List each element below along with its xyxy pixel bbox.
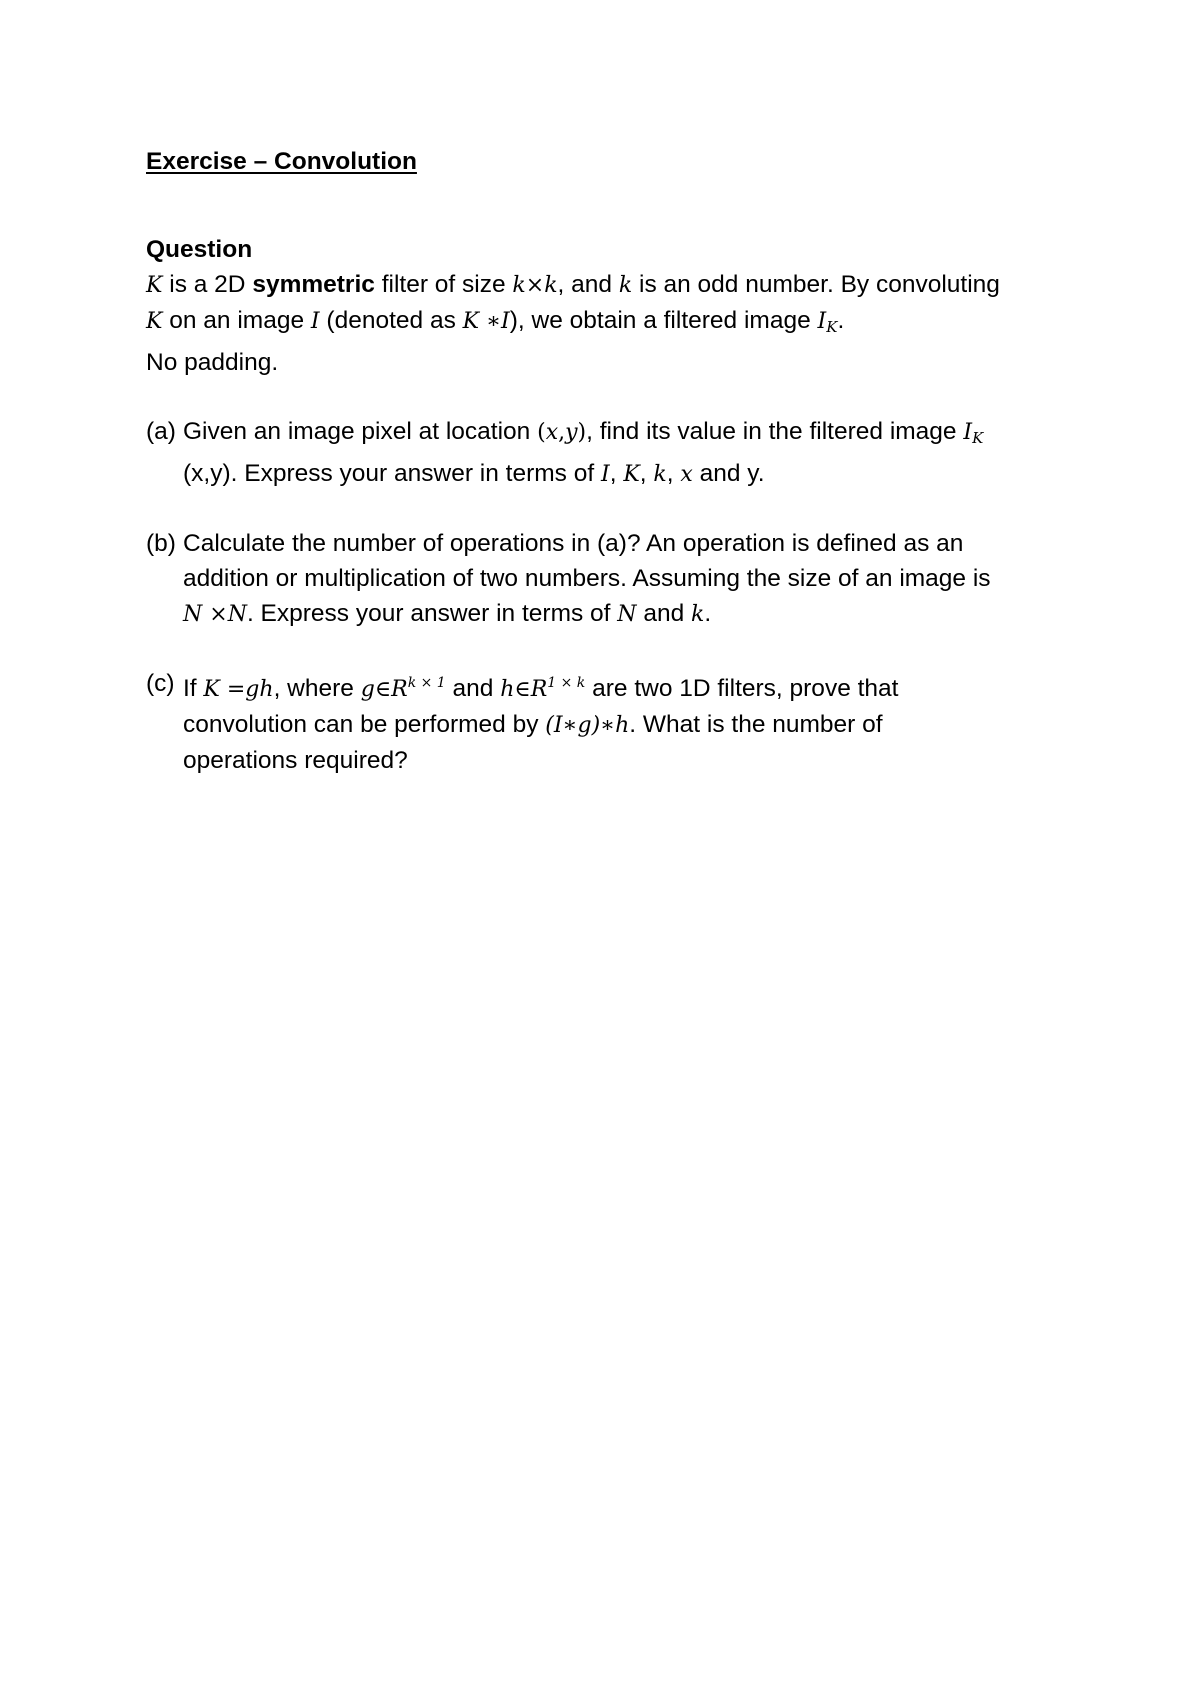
text: , and: [557, 271, 619, 298]
text: is an odd number. By convoluting: [632, 271, 1000, 298]
math-comma: ,: [558, 420, 566, 445]
text: on an image: [162, 307, 311, 334]
math-element-of: ∈: [514, 677, 531, 702]
math-paren: ): [577, 420, 587, 445]
math-superscript-1-by-k: 1 × k: [547, 675, 586, 691]
part-c-line-2: [183, 707, 1086, 743]
math-k: k: [618, 273, 633, 298]
math-times: ×: [202, 602, 228, 627]
text: .: [704, 600, 712, 627]
part-a: [146, 414, 1086, 492]
part-b-label: (b): [146, 530, 176, 557]
text: . What is the number of: [629, 711, 883, 738]
math-K: K: [203, 677, 220, 702]
math-separable-convolution: (I∗g)∗h: [545, 713, 630, 738]
text: ,: [666, 460, 681, 487]
text: ,: [609, 460, 624, 487]
math-k: k: [653, 462, 667, 487]
math-superscript-k-by-1: k × 1: [407, 675, 446, 691]
text: and y.: [692, 460, 765, 487]
math-K: K: [462, 309, 480, 334]
text: ,: [639, 460, 654, 487]
math-k: k: [512, 273, 526, 298]
text: .: [837, 307, 845, 334]
spacer: [146, 632, 1086, 666]
text: , find its value in the filtered image: [586, 418, 964, 445]
math-y: y: [565, 420, 578, 445]
math-N: N: [183, 602, 203, 627]
intro-line-1: [146, 267, 1086, 303]
intro-line-2: [146, 303, 1086, 345]
text: Given an image pixel at location: [183, 418, 538, 445]
math-star: ∗: [479, 309, 502, 334]
bold-symmetric: symmetric: [252, 271, 375, 298]
part-b-line-3: [183, 596, 1086, 632]
text: (x,y). Express your answer in terms of: [183, 460, 601, 487]
math-subscript-K: K: [826, 318, 838, 336]
document-body: [146, 144, 1086, 778]
math-I: I: [600, 462, 610, 487]
math-I: I: [310, 309, 320, 334]
text: , where: [273, 675, 361, 702]
text: If: [183, 675, 204, 702]
spacer: [146, 380, 1086, 414]
math-N: N: [617, 602, 637, 627]
part-b-line-2: addition or multiplication of two numbers. Assuming the size of an image is: [183, 565, 991, 592]
text: (denoted as: [319, 307, 463, 334]
part-c-label: (c): [146, 670, 175, 697]
part-b-line-1: Calculate the number of operations in (a)? An operation is defined as an: [183, 530, 964, 557]
math-gh: gh: [245, 677, 274, 702]
math-element-of: ∈: [374, 677, 392, 702]
math-I: I: [501, 309, 510, 334]
math-N: N: [227, 602, 247, 627]
math-R: R: [391, 677, 408, 702]
math-K: K: [146, 273, 163, 298]
text: convolution can be performed by: [183, 711, 546, 738]
spacer: [146, 492, 1086, 526]
part-c: [146, 666, 1086, 778]
math-subscript-K: K: [972, 429, 984, 447]
math-paren: (: [537, 420, 546, 445]
math-K: K: [146, 309, 163, 334]
math-x: x: [545, 420, 559, 445]
text: are two 1D filters, prove that: [585, 675, 899, 702]
part-b: [146, 526, 1086, 632]
question-heading: Question: [146, 236, 253, 263]
exercise-title: Exercise – Convolution: [146, 148, 417, 175]
text: is a 2D: [162, 271, 253, 298]
text: and: [445, 675, 501, 702]
part-c-line-1: [183, 666, 1086, 707]
text: and: [636, 600, 692, 627]
math-k: k: [544, 273, 558, 298]
math-K: K: [623, 462, 640, 487]
math-x: x: [680, 462, 693, 487]
text: ), we obtain a filtered image: [509, 307, 818, 334]
math-times: ×: [525, 273, 545, 298]
part-c-line-3: operations required?: [183, 747, 408, 774]
intro-line-3: No padding.: [146, 349, 279, 376]
math-equals: =: [219, 677, 246, 702]
math-I-K: I: [963, 420, 973, 445]
part-a-label: (a): [146, 418, 176, 445]
math-I-K: I: [817, 309, 827, 334]
text: filter of size: [374, 271, 513, 298]
math-h: h: [500, 677, 515, 702]
math-R: R: [530, 677, 548, 702]
part-a-line-1: [183, 414, 1086, 456]
math-k: k: [691, 602, 705, 627]
part-a-line-2: [183, 456, 1086, 492]
math-g: g: [360, 677, 375, 702]
text: . Express your answer in terms of: [246, 600, 618, 627]
